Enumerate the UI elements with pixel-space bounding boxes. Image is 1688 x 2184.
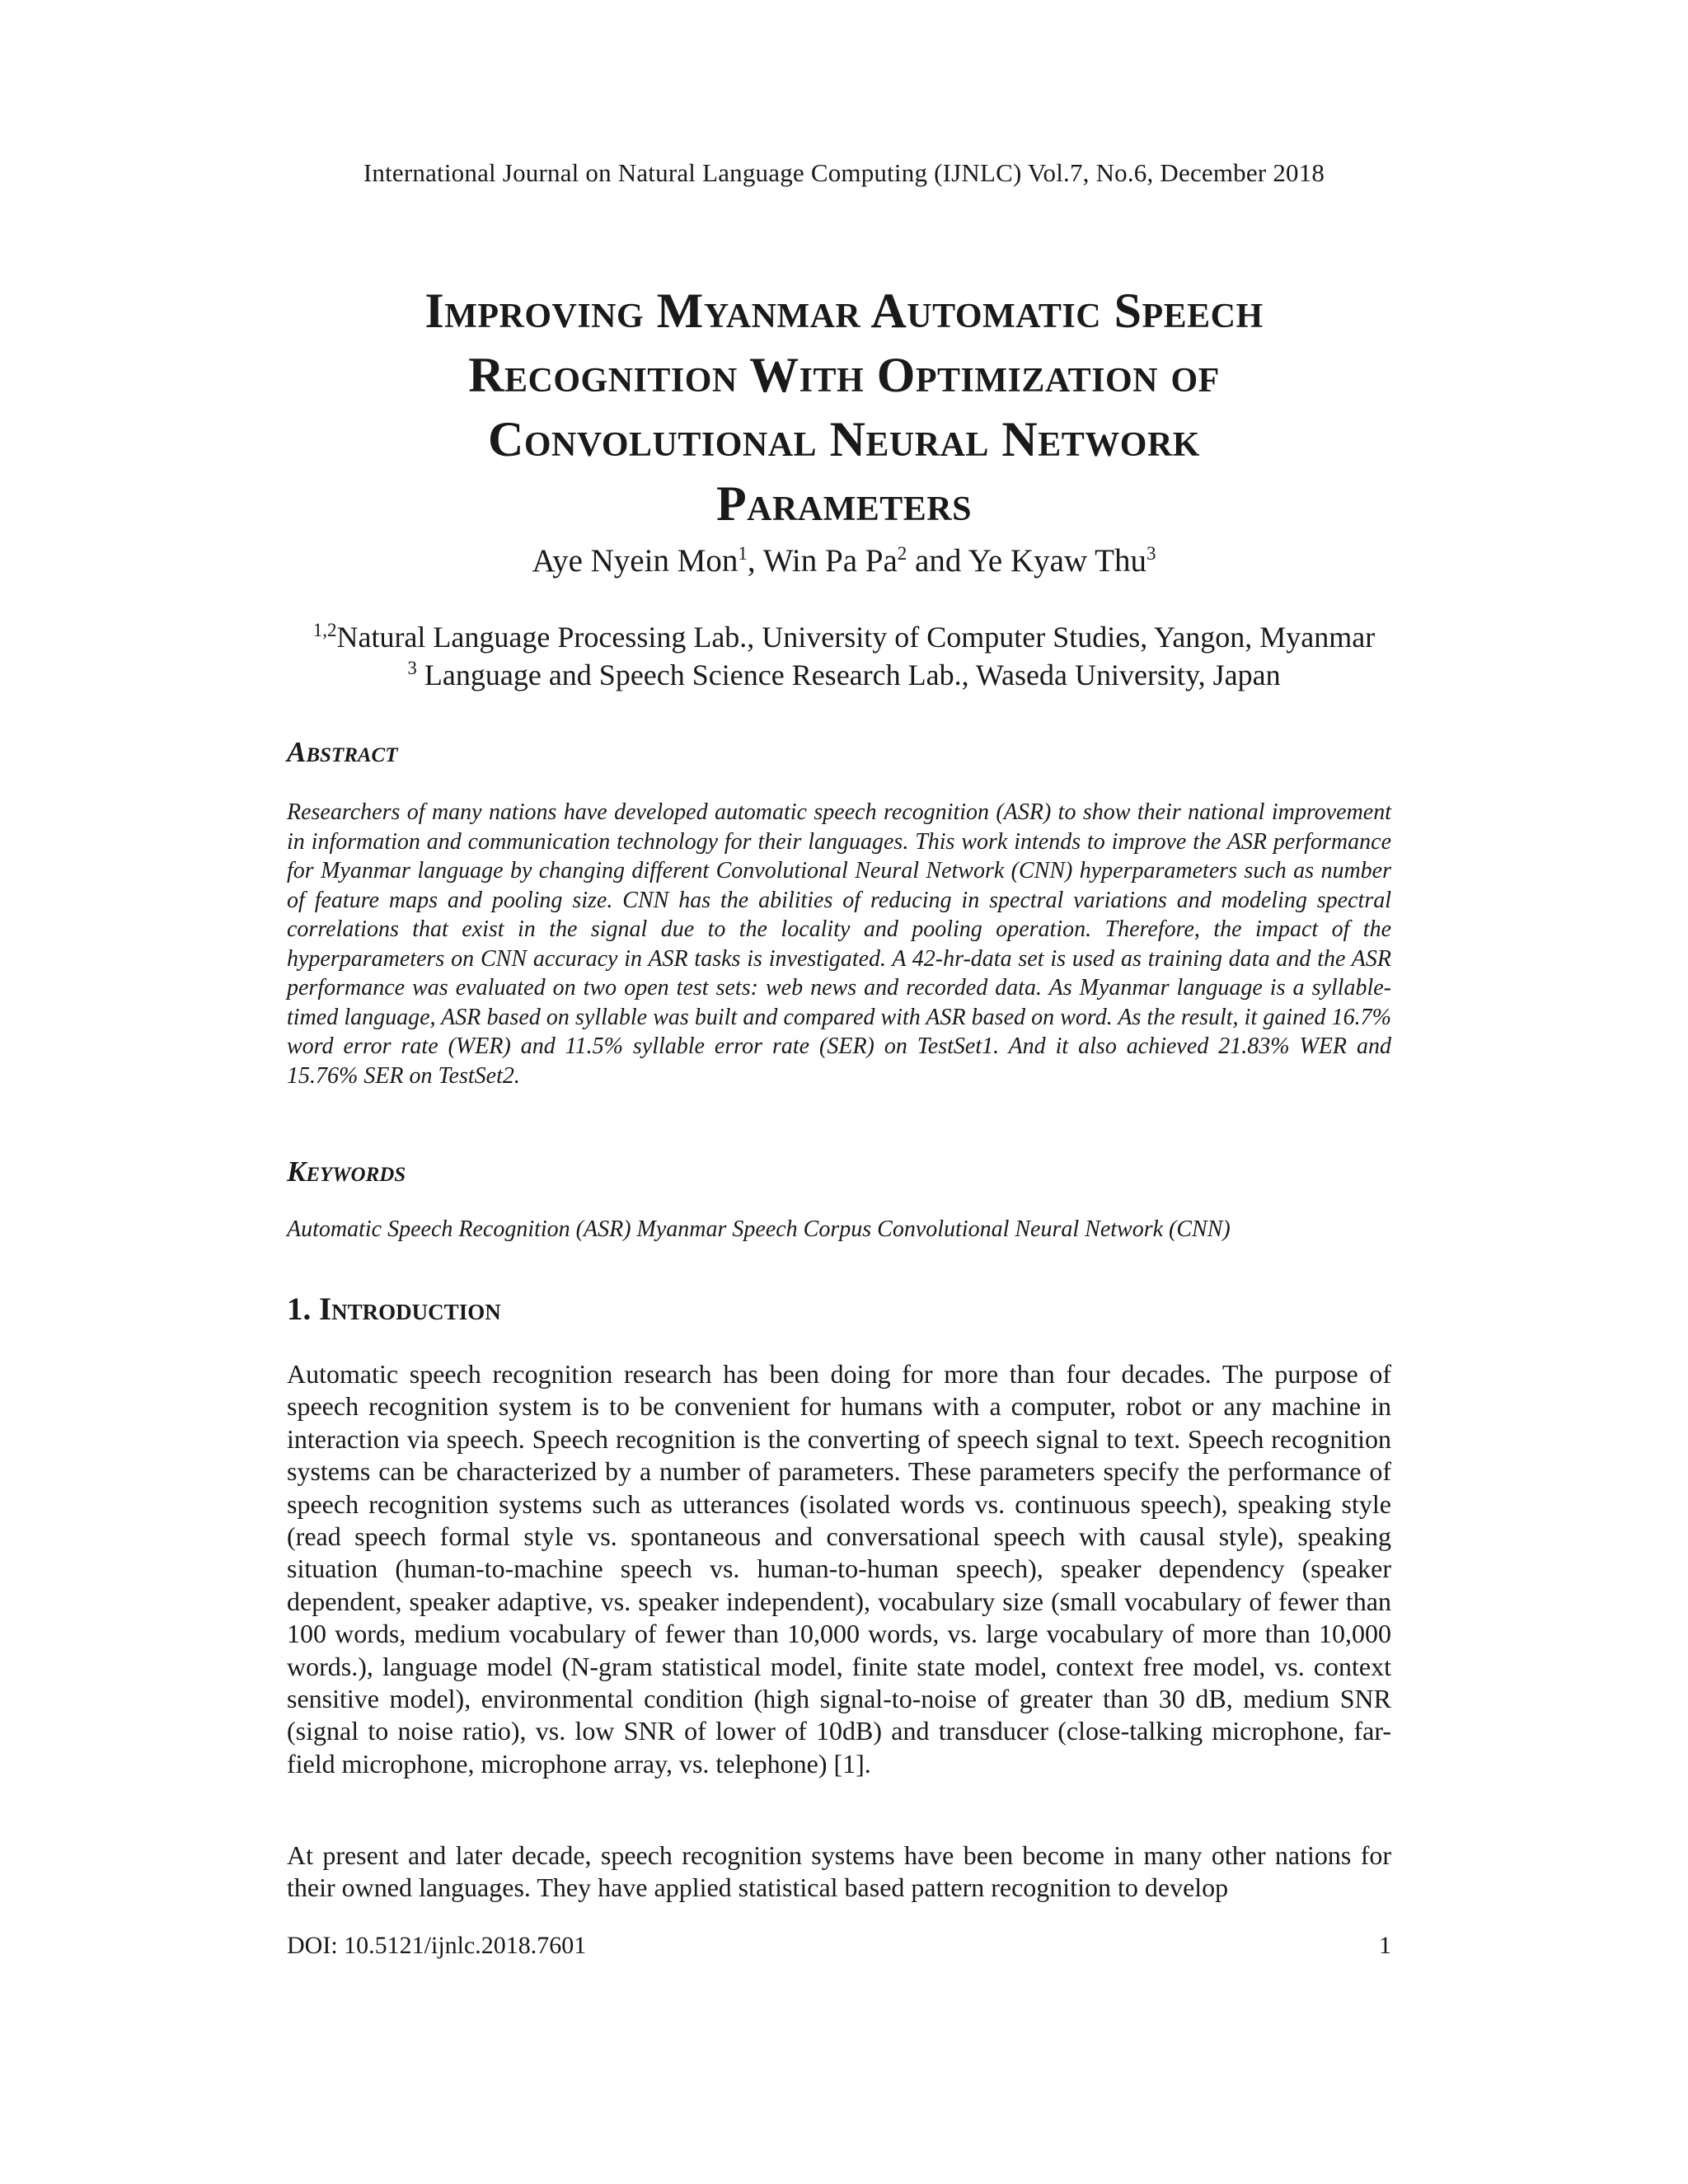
abstract-section <box>287 798 1391 1090</box>
introduction-heading-wrap <box>287 1291 1391 1328</box>
affiliation-1 <box>0 620 1688 654</box>
author-affiliation-mark: 1 <box>738 543 748 564</box>
affiliation-mark: 1,2 <box>312 620 337 640</box>
author-separator: , <box>747 543 763 579</box>
abstract-heading: Abstract <box>287 736 398 768</box>
affiliation-mark: 3 <box>407 658 417 678</box>
introduction-paragraph-1: Automatic speech recognition research has been doing for more than four decades. The purpose of speech recognition system is to be convenient for humans with a computer, robot or any machine in interaction via speech. Speech recognition is the converting of speech signal to text. Speech recognition systems can be characterized by a number of parameters. These parameters specify the performance of speech recognition systems such as utterances (isolated words vs. continuous speech), speaking style (read speech formal style vs. spontaneous and conversational speech with causal style), speaking situation (human-to-machine speech vs. human-to-human speech), speaker dependency (speaker dependent, speaker adaptive, vs. speaker independent), vocabulary size (small vocabulary of fewer than 100 words, medium vocabulary of fewer than 10,000 words, vs. large vocabulary of more than 10,000 words.), language model (N-gram statistical model, finite state model, context free model, vs. context sensitive model), environmental condition (high signal-to-noise of greater than 30 dB, medium SNR (signal to noise ratio), vs. low SNR of lower of 10dB) and transducer (close-talking microphone, far-field microphone, microphone array, vs. telephone) [1]. <box>287 1359 1391 1779</box>
affiliation-2 <box>0 658 1688 692</box>
page-number: 1 <box>1379 1932 1391 1959</box>
author-list <box>0 542 1688 579</box>
keywords-section <box>287 1216 1391 1243</box>
title-line-1: Improving Myanmar Automatic Speech <box>424 284 1264 338</box>
affiliation-text: Language and Speech Science Research Lab., Waseda University, Japan <box>416 658 1281 691</box>
abstract-text: Researchers of many nations have developed automatic speech recognition (ASR) to show their national improvement in information and communication technology for their languages. This work intends to improve the ASR performance for Myanmar language by changing different Convolutional Neural Network (CNN) hyperparameters such as number of feature maps and pooling size. CNN has the abilities of reducing in spectral variations and modeling spectral correlations that exist in the signal due to the locality and pooling operation. Therefore, the impact of the hyperparameters on CNN accuracy in ASR tasks is investigated. A 42-hr-data set is used as training data and the ASR performance was evaluated on two open test sets: web news and recorded data. As Myanmar language is a syllable-timed language, ASR based on syllable was built and compared with ASR based on word. As the result, it gained 16.7% word error rate (WER) and 11.5% syllable error rate (SER) on TestSet1. And it also achieved 21.83% WER and 15.76% SER on TestSet2. <box>287 799 1391 1089</box>
introduction-section <box>287 1358 1391 1780</box>
title-line-2: Recognition With Optimization of <box>468 348 1220 402</box>
running-header: International Journal on Natural Language Computing (IJNLC) Vol.7, No.6, December 2018 <box>363 158 1325 187</box>
author-affiliation-mark: 3 <box>1146 543 1156 564</box>
page-footer <box>287 1932 1391 1960</box>
author-name: Ye Kyaw Thu <box>968 543 1146 579</box>
author-name: Aye Nyein Mon <box>532 543 738 579</box>
title-line-4: Parameters <box>715 476 972 531</box>
author-name: Win Pa Pa <box>762 543 898 579</box>
paper-title <box>247 279 1441 536</box>
keywords-heading-wrap <box>287 1155 1391 1188</box>
keywords-text: Automatic Speech Recognition (ASR) Myanmar Speech Corpus Convolutional Neural Network (CNN) <box>287 1216 1231 1242</box>
doi-text: DOI: 10.5121/ijnlc.2018.7601 <box>287 1932 587 1959</box>
keywords-heading: Keywords <box>287 1155 406 1188</box>
affiliation-text: Natural Language Processing Lab., University of Computer Studies, Yangon, Myanmar <box>336 621 1376 654</box>
introduction-section-continued <box>287 1840 1391 1905</box>
title-line-3: Convolutional Neural Network <box>488 412 1200 466</box>
author-separator: and <box>907 543 968 579</box>
introduction-heading: 1. Introduction <box>287 1291 501 1327</box>
introduction-paragraph-2: At present and later decade, speech recognition systems have been become in many other nations for their owned languages. They have applied statistical based pattern recognition to develop <box>287 1840 1391 1903</box>
author-affiliation-mark: 2 <box>897 543 907 564</box>
abstract-heading-wrap <box>287 736 1391 769</box>
